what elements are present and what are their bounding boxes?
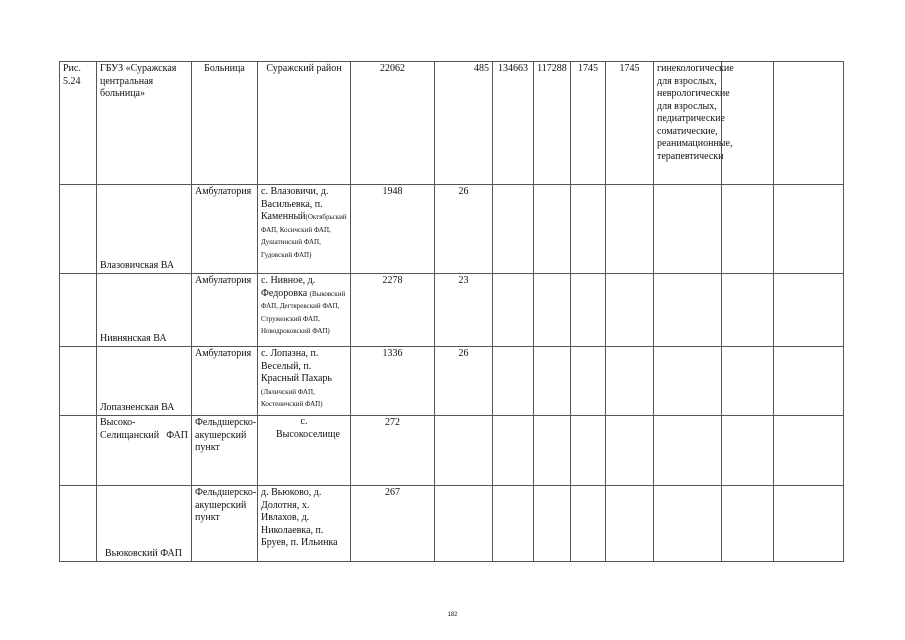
empty-cell [571,347,606,416]
staff-value [435,486,493,562]
empty-cell [654,274,722,347]
empty-cell [60,274,97,347]
empty-cell [606,416,654,486]
service-area [258,185,351,274]
empty-cell [60,486,97,562]
service-area: д. Вьюково, д. Долотня, х. Ивлахов, д. Николаевка, п. Бруев, п. Ильинка [258,486,351,562]
attached-units: (Ляличский ФАП, Костеничский ФАП) [261,387,323,408]
settlements: с. Лопазна, п. Веселый, п. Красный Пахарь [261,348,332,384]
empty-cell [60,185,97,274]
empty-cell [774,274,844,347]
staff-value: 26 [435,185,493,274]
empty-cell [606,185,654,274]
empty-cell [722,62,774,185]
empty-cell [60,347,97,416]
empty-cell [606,347,654,416]
empty-cell [534,274,571,347]
unit-name: Влазовичская ВА [97,185,192,274]
empty-cell [534,347,571,416]
empty-cell [534,486,571,562]
empty-cell [654,185,722,274]
service-area: Суражский район [258,62,351,185]
empty-cell [493,185,534,274]
empty-cell [774,62,844,185]
table-row [60,274,844,347]
figure-ref: Рис. 5.24 [60,62,97,185]
value-cell: 117288 [534,62,571,185]
staff-value: 23 [435,274,493,347]
staff-value: 485 [435,62,493,185]
empty-cell [493,274,534,347]
service-area [258,274,351,347]
facility-type: Фельдшерско-акушерский пункт [192,416,258,486]
empty-cell [722,347,774,416]
population-value: 272 [351,416,435,486]
empty-cell [774,416,844,486]
empty-cell [722,274,774,347]
empty-cell [722,185,774,274]
unit-name: Высоко-Селищанский ФАП [97,416,192,486]
settlements: с. Влазовичи, д. Васильевка, п. Каменный [261,186,329,222]
unit-name: Вьюковский ФАП [97,486,192,562]
page-number: 182 [447,612,458,618]
table-row [60,486,844,562]
value-cell: 134663 [493,62,534,185]
facility-type: Амбулатория [192,185,258,274]
facility-type: Фельдшерско-акушерский пункт [192,486,258,562]
empty-cell [571,274,606,347]
population-value: 1948 [351,185,435,274]
table-row [60,416,844,486]
empty-cell [493,416,534,486]
organization-name: ГБУЗ «Суражская центральная больница» [97,62,192,185]
bed-profiles: гинекологические для взрослых, неврологические для взрослых, педиатрические соматические, реанимационные, терапевтически [654,62,722,185]
facility-type: Больница [192,62,258,185]
medical-facilities-table [59,61,844,562]
empty-cell [60,416,97,486]
value-cell: 1745 [606,62,654,185]
value-cell: 1745 [571,62,606,185]
empty-cell [534,416,571,486]
empty-cell [774,486,844,562]
attached-units: (Октябрьский ФАП, Косичский ФАП, Душатинский ФАП, Гудовский ФАП) [261,213,347,259]
empty-cell [606,274,654,347]
population-value: 2278 [351,274,435,347]
table-row [60,185,844,274]
empty-cell [654,416,722,486]
unit-name: Нивнянская ВА [97,274,192,347]
empty-cell [654,486,722,562]
empty-cell [722,416,774,486]
empty-cell [774,347,844,416]
table-row [60,347,844,416]
empty-cell [571,416,606,486]
empty-cell [571,185,606,274]
empty-cell [654,347,722,416]
population-value: 22062 [351,62,435,185]
empty-cell [493,347,534,416]
table-row [60,62,844,185]
empty-cell [722,486,774,562]
staff-value [435,416,493,486]
facility-type: Амбулатория [192,347,258,416]
population-value: 1336 [351,347,435,416]
attached-units: (Выковский ФАП, Дегтяревский ФАП, Струженский ФАП, Новодроковский ФАП) [261,289,346,335]
empty-cell [606,486,654,562]
empty-cell [571,486,606,562]
service-area: с. Высокоселище [258,416,351,486]
staff-value: 26 [435,347,493,416]
empty-cell [774,185,844,274]
empty-cell [493,486,534,562]
service-area [258,347,351,416]
unit-name: Лопазненская ВА [97,347,192,416]
population-value: 267 [351,486,435,562]
empty-cell [534,185,571,274]
facility-type: Амбулатория [192,274,258,347]
settlements: с. Нивное, д. Федоровка [261,275,316,299]
